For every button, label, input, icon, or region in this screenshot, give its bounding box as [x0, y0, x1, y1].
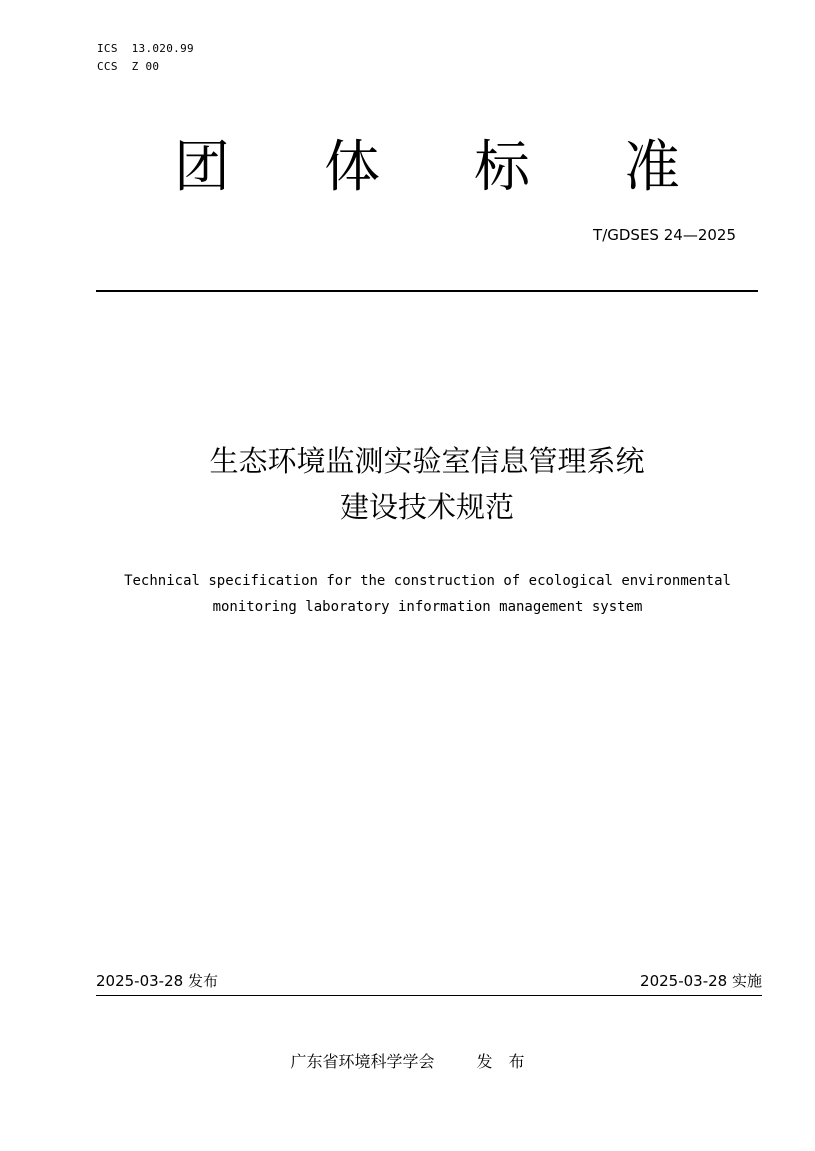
implementation-date: 2025-03-28 实施 — [640, 972, 762, 990]
classification-codes — [97, 40, 194, 76]
release-date: 2025-03-28 发布 — [96, 972, 218, 990]
standard-type-heading — [96, 128, 758, 208]
standard-type-char: 准 — [624, 135, 680, 200]
chinese-title-line-1: 生态环境监测实验室信息管理系统 — [209, 444, 645, 478]
english-title-line-2: monitoring laboratory information management system — [212, 599, 643, 615]
publisher-organization: 广东省环境科学学会 — [290, 1052, 435, 1071]
standard-type-char: 团 — [174, 135, 230, 200]
english-title-line-1: Technical specification for the construction of ecological environmental — [124, 573, 731, 589]
english-title — [90, 568, 765, 620]
ccs-code: CCS Z 00 — [97, 60, 160, 73]
chinese-title — [96, 438, 758, 530]
bottom-divider — [96, 995, 762, 996]
standard-type-char: 标 — [474, 135, 530, 200]
publisher-line — [0, 1050, 815, 1074]
publisher-action: 发 布 — [476, 1052, 525, 1071]
ics-code: ICS 13.020.99 — [97, 42, 194, 55]
date-row — [96, 970, 762, 992]
standard-type-char: 体 — [324, 135, 380, 200]
chinese-title-line-2: 建设技术规范 — [339, 490, 514, 524]
standard-number: T/GDSES 24—2025 — [593, 226, 736, 244]
top-divider — [96, 290, 758, 292]
